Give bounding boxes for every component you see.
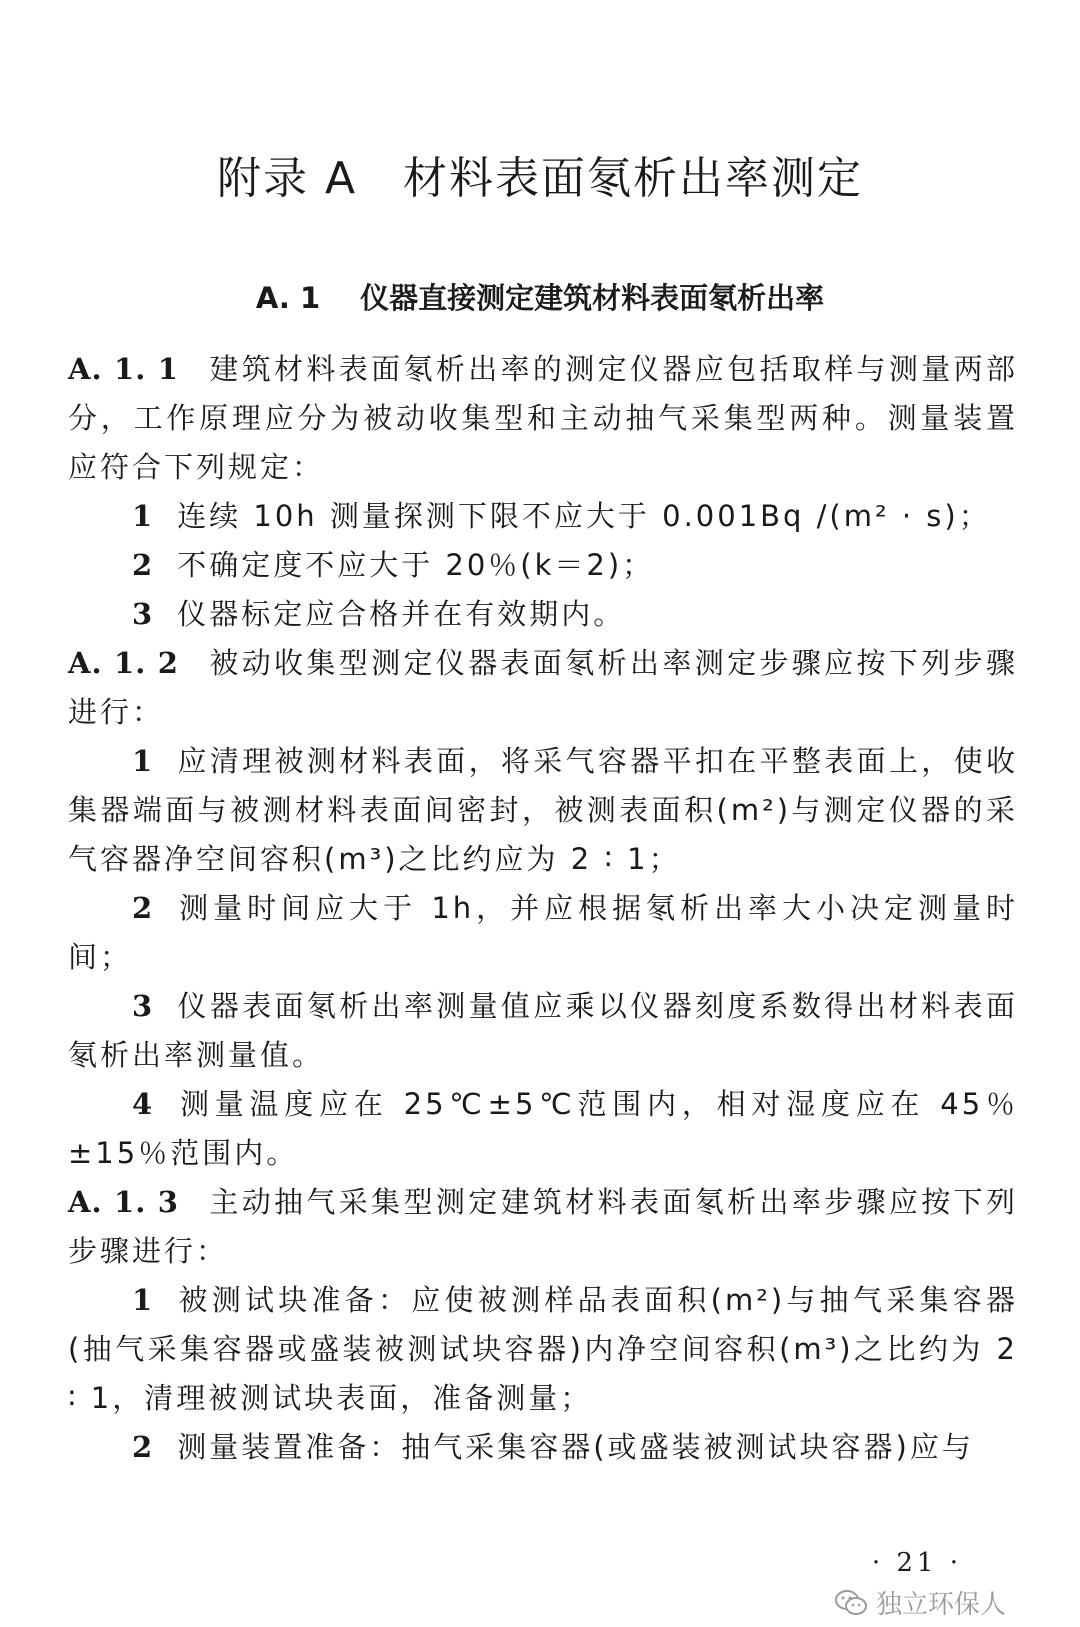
item-text: 测量温度应在 25℃±5℃范围内，相对湿度应在 45％ ±15％范围内。 bbox=[68, 1087, 1018, 1170]
item-text: 应清理被测材料表面，将采气容器平扣在平整表面上，使收集器端面与被测材料表面间密封，被测表面积(m²)与测定仪器的采气容器净空间容积(m³)之比约应为 2 ∶ 1； bbox=[68, 744, 1018, 876]
clause-number: A. 1. 2 bbox=[68, 646, 179, 680]
item-text: 被测试块准备：应使被测样品表面积(m²)与抽气采集容器(抽气采集容器或盛装被测试块容器)内净空间容积(m³)之比约为 2 ∶ 1，清理被测试块表面，准备测量； bbox=[68, 1283, 1018, 1415]
section-title bbox=[0, 276, 1080, 317]
page-number: · 21 · bbox=[871, 1548, 962, 1578]
item-number: 2 bbox=[132, 1430, 156, 1464]
item-number: 1 bbox=[132, 499, 156, 533]
item-number: 4 bbox=[132, 1087, 156, 1121]
item-text: 测量时间应大于 1h，并应根据氡析出率大小决定测量时间； bbox=[68, 891, 1018, 974]
list-item bbox=[68, 884, 1018, 982]
item-text: 连续 10h 测量探测下限不应大于 0.001Bq /(m² · s)； bbox=[177, 499, 991, 533]
item-number: 3 bbox=[132, 597, 156, 631]
list-item bbox=[68, 1423, 1018, 1472]
list-item bbox=[68, 492, 1018, 541]
list-item bbox=[68, 982, 1018, 1080]
watermark-text: 独立环保人 bbox=[875, 1590, 1006, 1620]
list-item bbox=[68, 590, 1018, 639]
list-item bbox=[68, 1080, 1018, 1178]
item-text: 不确定度不应大于 20％(k＝2)； bbox=[177, 548, 655, 582]
list-item bbox=[68, 541, 1018, 590]
section-title-text: 仪器直接测定建筑材料表面氡析出率 bbox=[360, 281, 825, 315]
item-number: 1 bbox=[132, 1283, 156, 1317]
item-number: 3 bbox=[132, 989, 156, 1023]
item-text: 仪器表面氡析出率测量值应乘以仪器刻度系数得出材料表面氡析出率测量值。 bbox=[68, 989, 1018, 1072]
list-item bbox=[68, 737, 1018, 884]
appendix-number: 附录 A bbox=[216, 153, 358, 204]
item-text: 测量装置准备：抽气采集容器(或盛装被测试块容器)应与 bbox=[177, 1430, 974, 1464]
appendix-title-text: 材料表面氡析出率测定 bbox=[403, 153, 864, 204]
clause-text: 被动收集型测定仪器表面氡析出率测定步骤应按下列步骤进行： bbox=[68, 646, 1018, 729]
item-number: 2 bbox=[132, 891, 156, 925]
item-number: 1 bbox=[132, 744, 156, 778]
clause bbox=[68, 639, 1018, 737]
clause bbox=[68, 1178, 1018, 1276]
clause-number: A. 1. 1 bbox=[68, 352, 179, 386]
watermark bbox=[834, 1584, 1006, 1621]
item-number: 2 bbox=[132, 548, 156, 582]
list-item bbox=[68, 1276, 1018, 1423]
clause bbox=[68, 345, 1018, 492]
document-body bbox=[68, 345, 1018, 1472]
wechat-icon bbox=[834, 1589, 868, 1617]
appendix-title bbox=[0, 142, 1080, 206]
item-text: 仪器标定应合格并在有效期内。 bbox=[177, 597, 626, 631]
clause-text: 建筑材料表面氡析出率的测定仪器应包括取样与测量两部分，工作原理应分为被动收集型和主动抽气采集型两种。测量装置应符合下列规定： bbox=[68, 352, 1018, 484]
section-number: A. 1 bbox=[255, 281, 321, 315]
clause-number: A. 1. 3 bbox=[68, 1185, 179, 1219]
clause-text: 主动抽气采集型测定建筑材料表面氡析出率步骤应按下列步骤进行： bbox=[68, 1185, 1018, 1268]
